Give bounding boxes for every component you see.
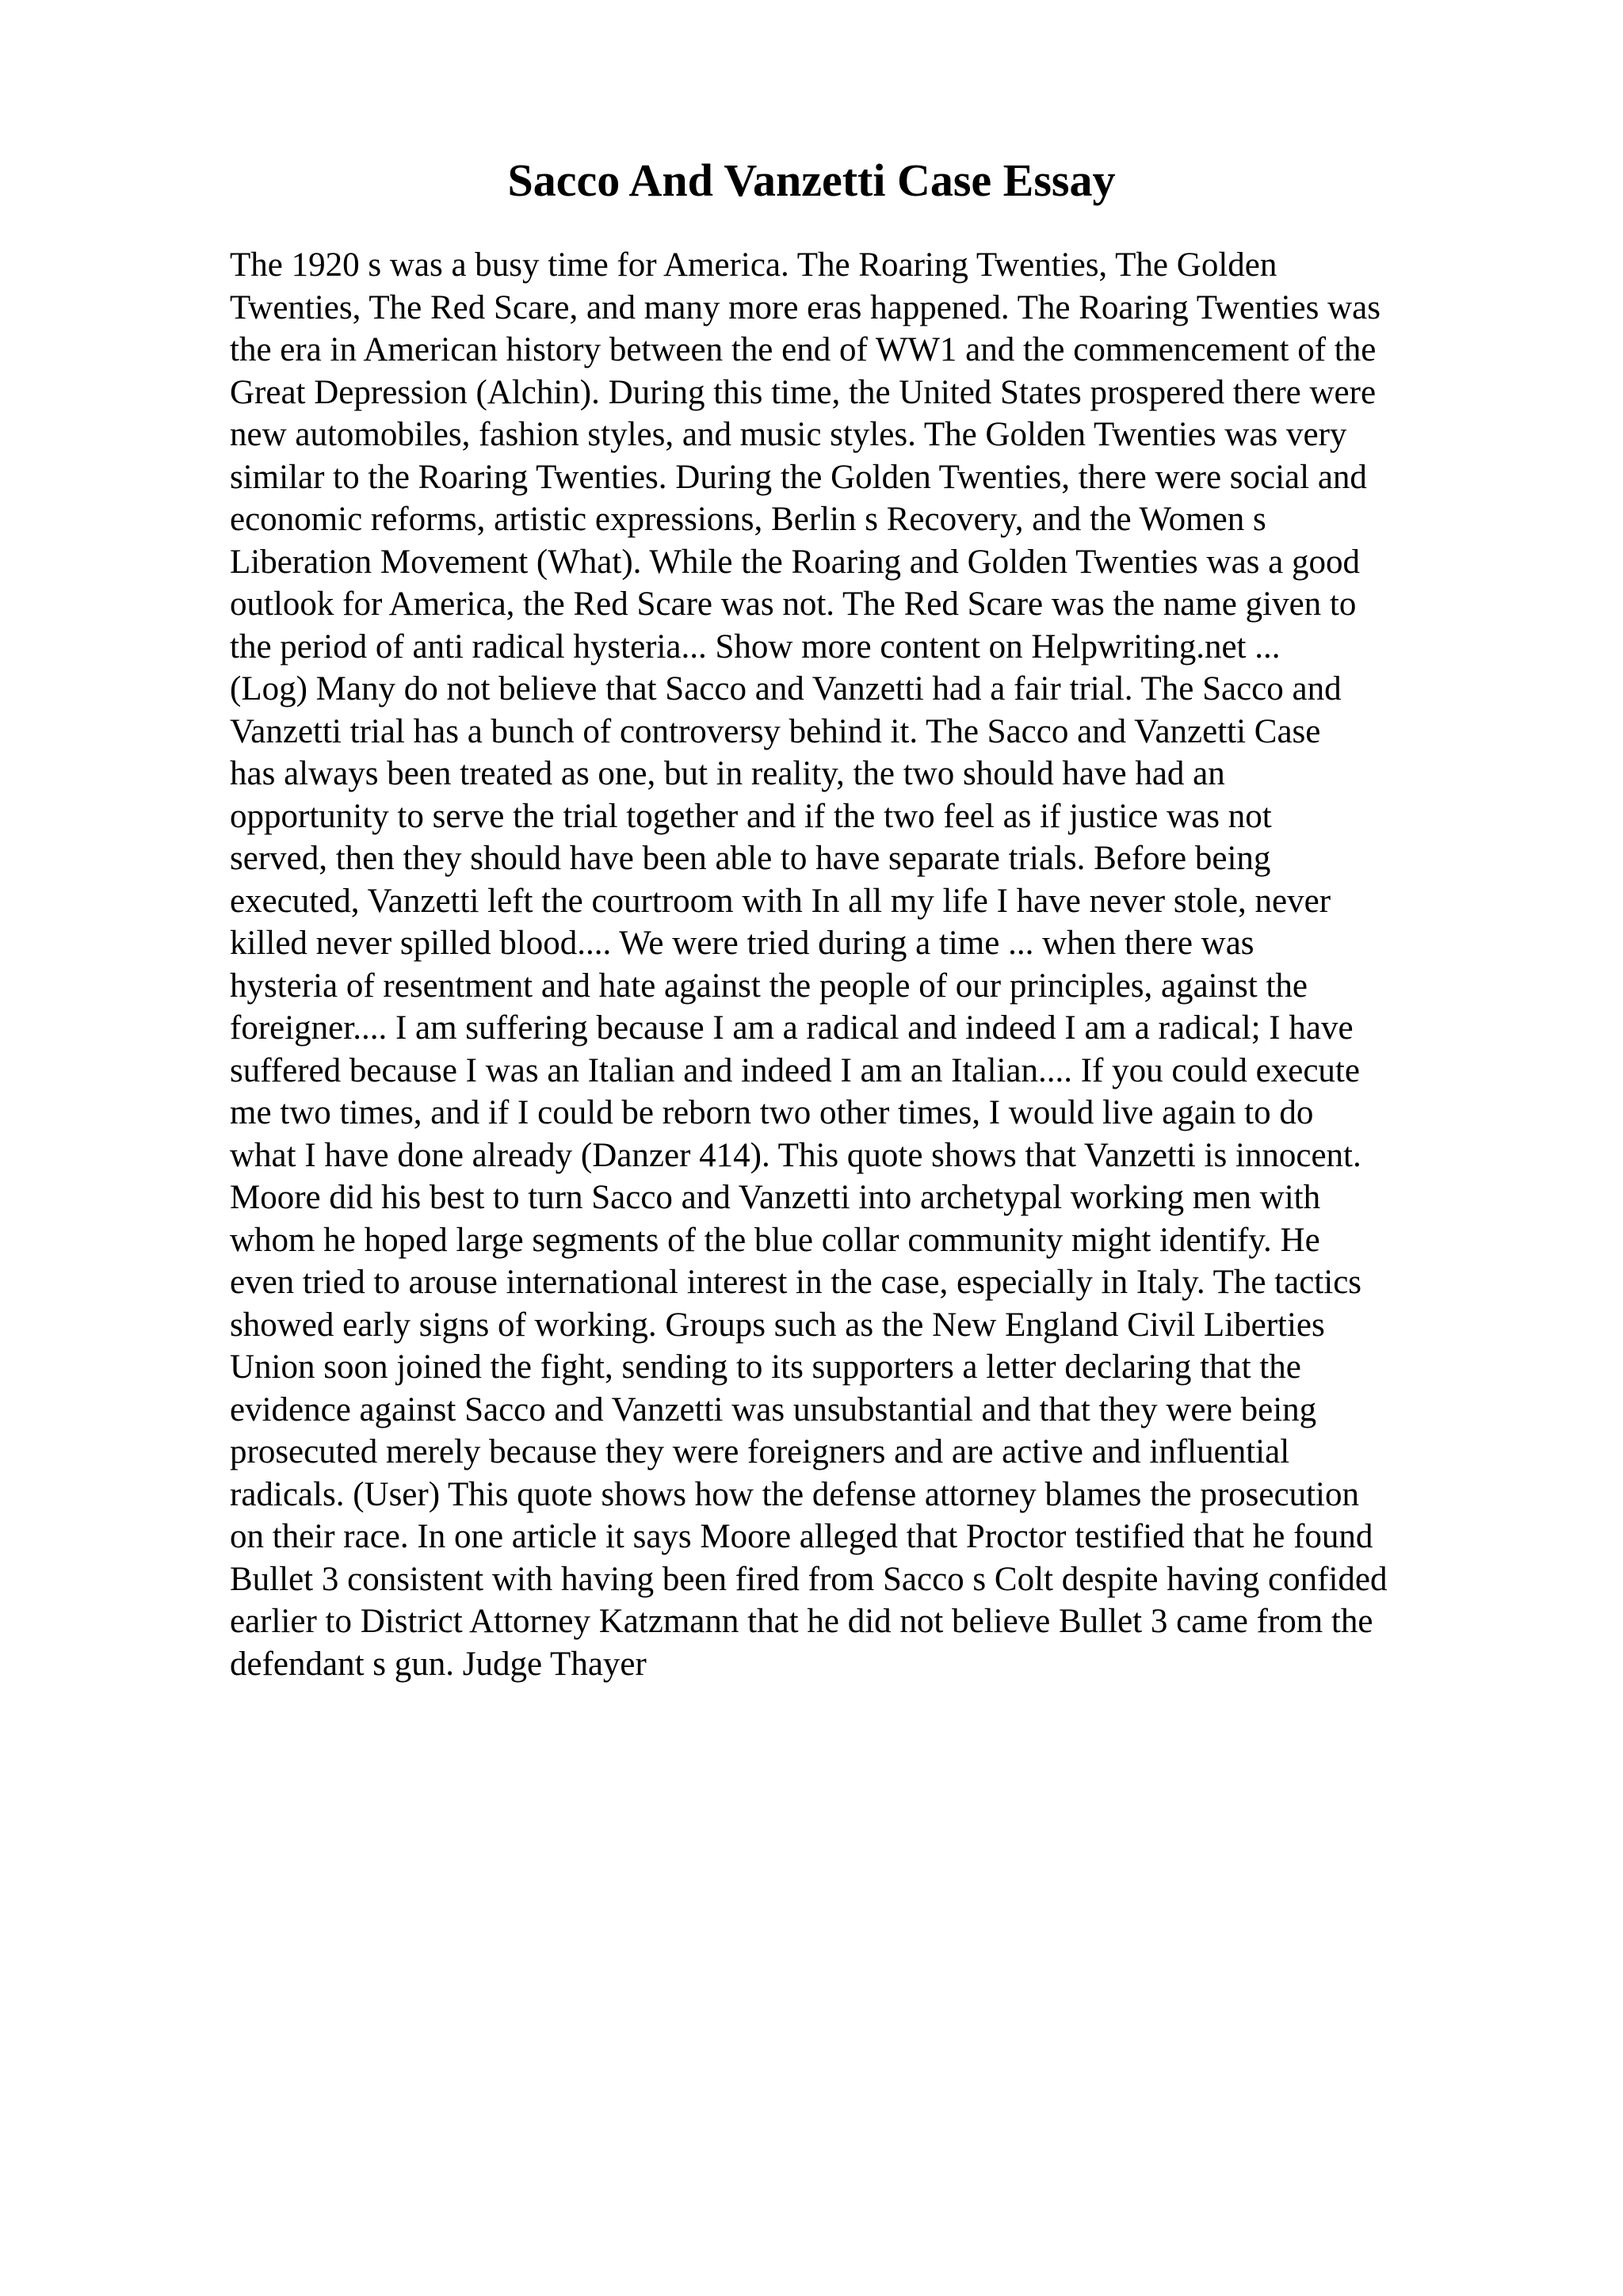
body-text-line: Bullet 3 consistent with having been fired from Sacco s Colt despite having confided <box>230 1560 1388 1598</box>
body-text-line: on their race. In one article it says Moore alleged that Proctor testified that he found <box>230 1518 1373 1555</box>
body-text-line: suffered because I was an Italian and indeed I am an Italian.... If you could execute <box>230 1051 1360 1089</box>
body-text-line: the era in American history between the end of WW1 and the commencement of the <box>230 331 1377 368</box>
body-text-line: earlier to District Attorney Katzmann that he did not believe Bullet 3 came from the <box>230 1603 1373 1640</box>
body-text-line: new automobiles, fashion styles, and music styles. The Golden Twenties was very <box>230 416 1347 453</box>
body-text-line: (Log) Many do not believe that Sacco and Vanzetti had a fair trial. The Sacco and <box>230 670 1342 707</box>
body-text-line: what I have done already (Danzer 414). This quote shows that Vanzetti is innocent. <box>230 1136 1361 1174</box>
body-text-line: radicals. (User) This quote shows how the defense attorney blames the prosecution <box>230 1475 1359 1513</box>
body-text-line: The 1920 s was a busy time for America. The Roaring Twenties, The Golden <box>230 246 1277 284</box>
body-text-line: Vanzetti trial has a bunch of controversy behind it. The Sacco and Vanzetti Case <box>230 712 1321 750</box>
body-text-line: Twenties, The Red Scare, and many more eras happened. The Roaring Twenties was <box>230 288 1381 326</box>
body-text-line: prosecuted merely because they were foreigners and are active and influential <box>230 1433 1290 1470</box>
body-text-line: showed early signs of working. Groups such as the New England Civil Liberties <box>230 1306 1325 1344</box>
body-text-line: economic reforms, artistic expressions, Berlin s Recovery, and the Women s <box>230 501 1266 538</box>
body-text-line: outlook for America, the Red Scare was not. The Red Scare was the name given to <box>230 585 1357 623</box>
document-body <box>230 244 1529 1685</box>
body-text-line: Moore did his best to turn Sacco and Vanzetti into archetypal working men with <box>230 1179 1321 1216</box>
body-text-line: foreigner.... I am suffering because I am a radical and indeed I am a radical; I have <box>230 1009 1354 1047</box>
body-text-line: served, then they should have been able to have separate trials. Before being <box>230 840 1271 877</box>
document-title: Sacco And Vanzetti Case Essay <box>507 154 1116 206</box>
body-text-line: Great Depression (Alchin). During this time, the United States prospered there were <box>230 373 1377 411</box>
body-text-line: Liberation Movement (What). While the Roaring and Golden Twenties was a good <box>230 543 1360 581</box>
body-text-line: executed, Vanzetti left the courtroom with In all my life I have never stole, never <box>230 882 1331 920</box>
body-text-line: similar to the Roaring Twenties. During the Golden Twenties, there were social and <box>230 458 1367 496</box>
body-text-line: evidence against Sacco and Vanzetti was unsubstantial and that they were being <box>230 1390 1317 1428</box>
body-text-line: defendant s gun. Judge Thayer <box>230 1645 647 1683</box>
body-text-line: me two times, and if I could be reborn two other times, I would live again to do <box>230 1094 1314 1131</box>
body-text-line: hysteria of resentment and hate against the people of our principles, against the <box>230 967 1308 1005</box>
body-text-line: Union soon joined the fight, sending to its supporters a letter declaring that the <box>230 1348 1301 1386</box>
body-text-line: opportunity to serve the trial together and if the two feel as if justice was not <box>230 797 1272 835</box>
body-text-line: the period of anti radical hysteria... Show more content on Helpwriting.net ... <box>230 627 1281 666</box>
body-text-line: whom he hoped large segments of the blue collar community might identify. He <box>230 1221 1320 1259</box>
body-text-line: killed never spilled blood.... We were tried during a time ... when there was <box>230 925 1254 962</box>
body-text-line: has always been treated as one, but in reality, the two should have had an <box>230 755 1225 792</box>
body-text-line: even tried to arouse international interest in the case, especially in Italy. The tactics <box>230 1264 1362 1301</box>
